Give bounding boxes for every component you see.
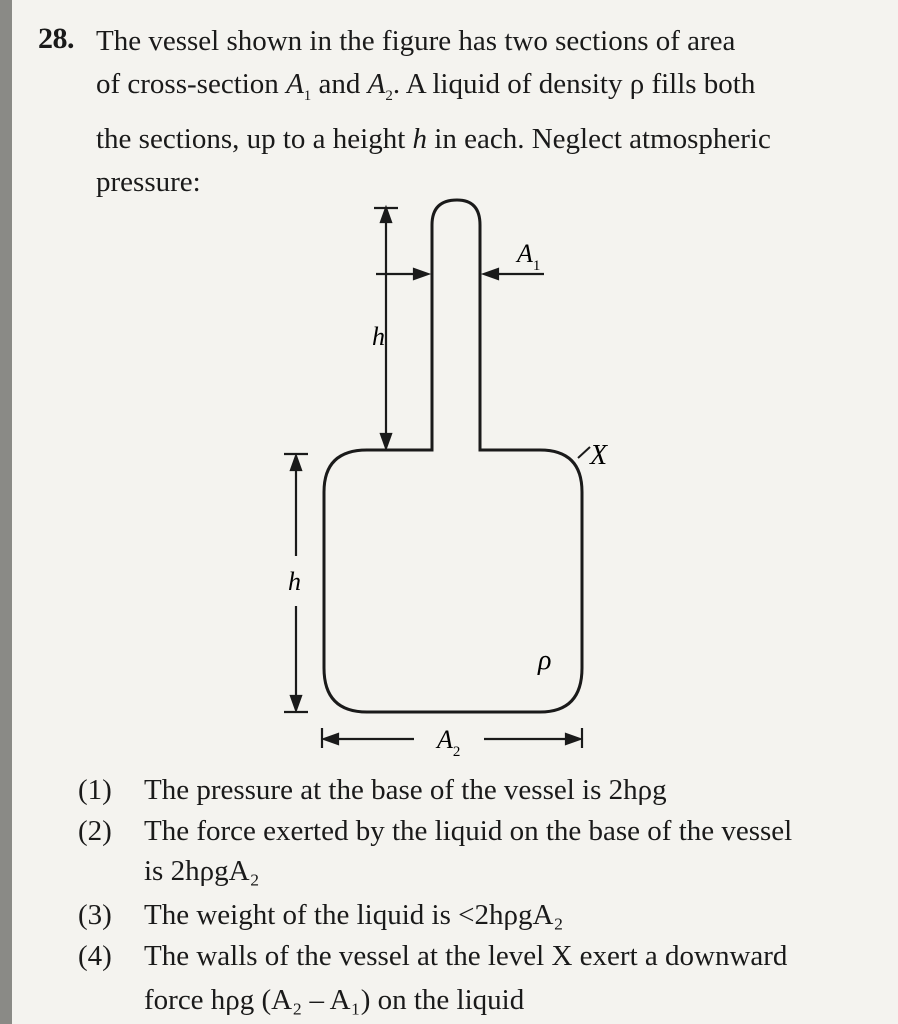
vessel-outline bbox=[324, 200, 582, 712]
option-2[interactable] bbox=[78, 813, 793, 887]
label-a1: $A_1$ bbox=[517, 239, 541, 274]
option-2-text-cont: is 2hρgA₂ bbox=[144, 855, 260, 887]
question-line-3: the sections, up to a height h in each. Neglect atmospheric bbox=[96, 122, 771, 155]
label-a2: $A_2$ bbox=[437, 725, 461, 760]
option-1-text: The pressure at the base of the vessel is 2hρg bbox=[144, 774, 667, 806]
option-1[interactable] bbox=[78, 772, 667, 808]
option-1-number: (1) bbox=[78, 774, 112, 806]
question-number: 28. bbox=[38, 22, 74, 55]
question-line-1: The vessel shown in the figure has two sections of area bbox=[96, 25, 736, 57]
option-4[interactable] bbox=[78, 938, 788, 1016]
option-3-number: (3) bbox=[78, 899, 112, 931]
page bbox=[12, 0, 898, 1024]
option-3-text: The weight of the liquid is <2hρgA₂ bbox=[144, 899, 564, 931]
option-3[interactable] bbox=[78, 897, 564, 933]
option-4-text: The walls of the vessel at the level X exert a downward bbox=[144, 940, 788, 972]
label-x: X bbox=[590, 440, 608, 471]
leader-x bbox=[578, 447, 590, 458]
question-line-2: of cross-section $A_1$ and $A_2$. A liquid of density ρ fills both bbox=[96, 68, 756, 104]
label-rho: ρ bbox=[538, 645, 552, 676]
label-h-top: h bbox=[372, 322, 385, 351]
label-h-bottom: h bbox=[288, 567, 301, 596]
question-line-4: pressure: bbox=[96, 165, 201, 198]
option-2-text: The force exerted by the liquid on the base of the vessel bbox=[144, 815, 793, 847]
option-2-number: (2) bbox=[78, 815, 112, 847]
option-4-text-cont: force hρg (A₂ – A₁) on the liquid bbox=[144, 984, 525, 1016]
option-4-number: (4) bbox=[78, 940, 112, 972]
